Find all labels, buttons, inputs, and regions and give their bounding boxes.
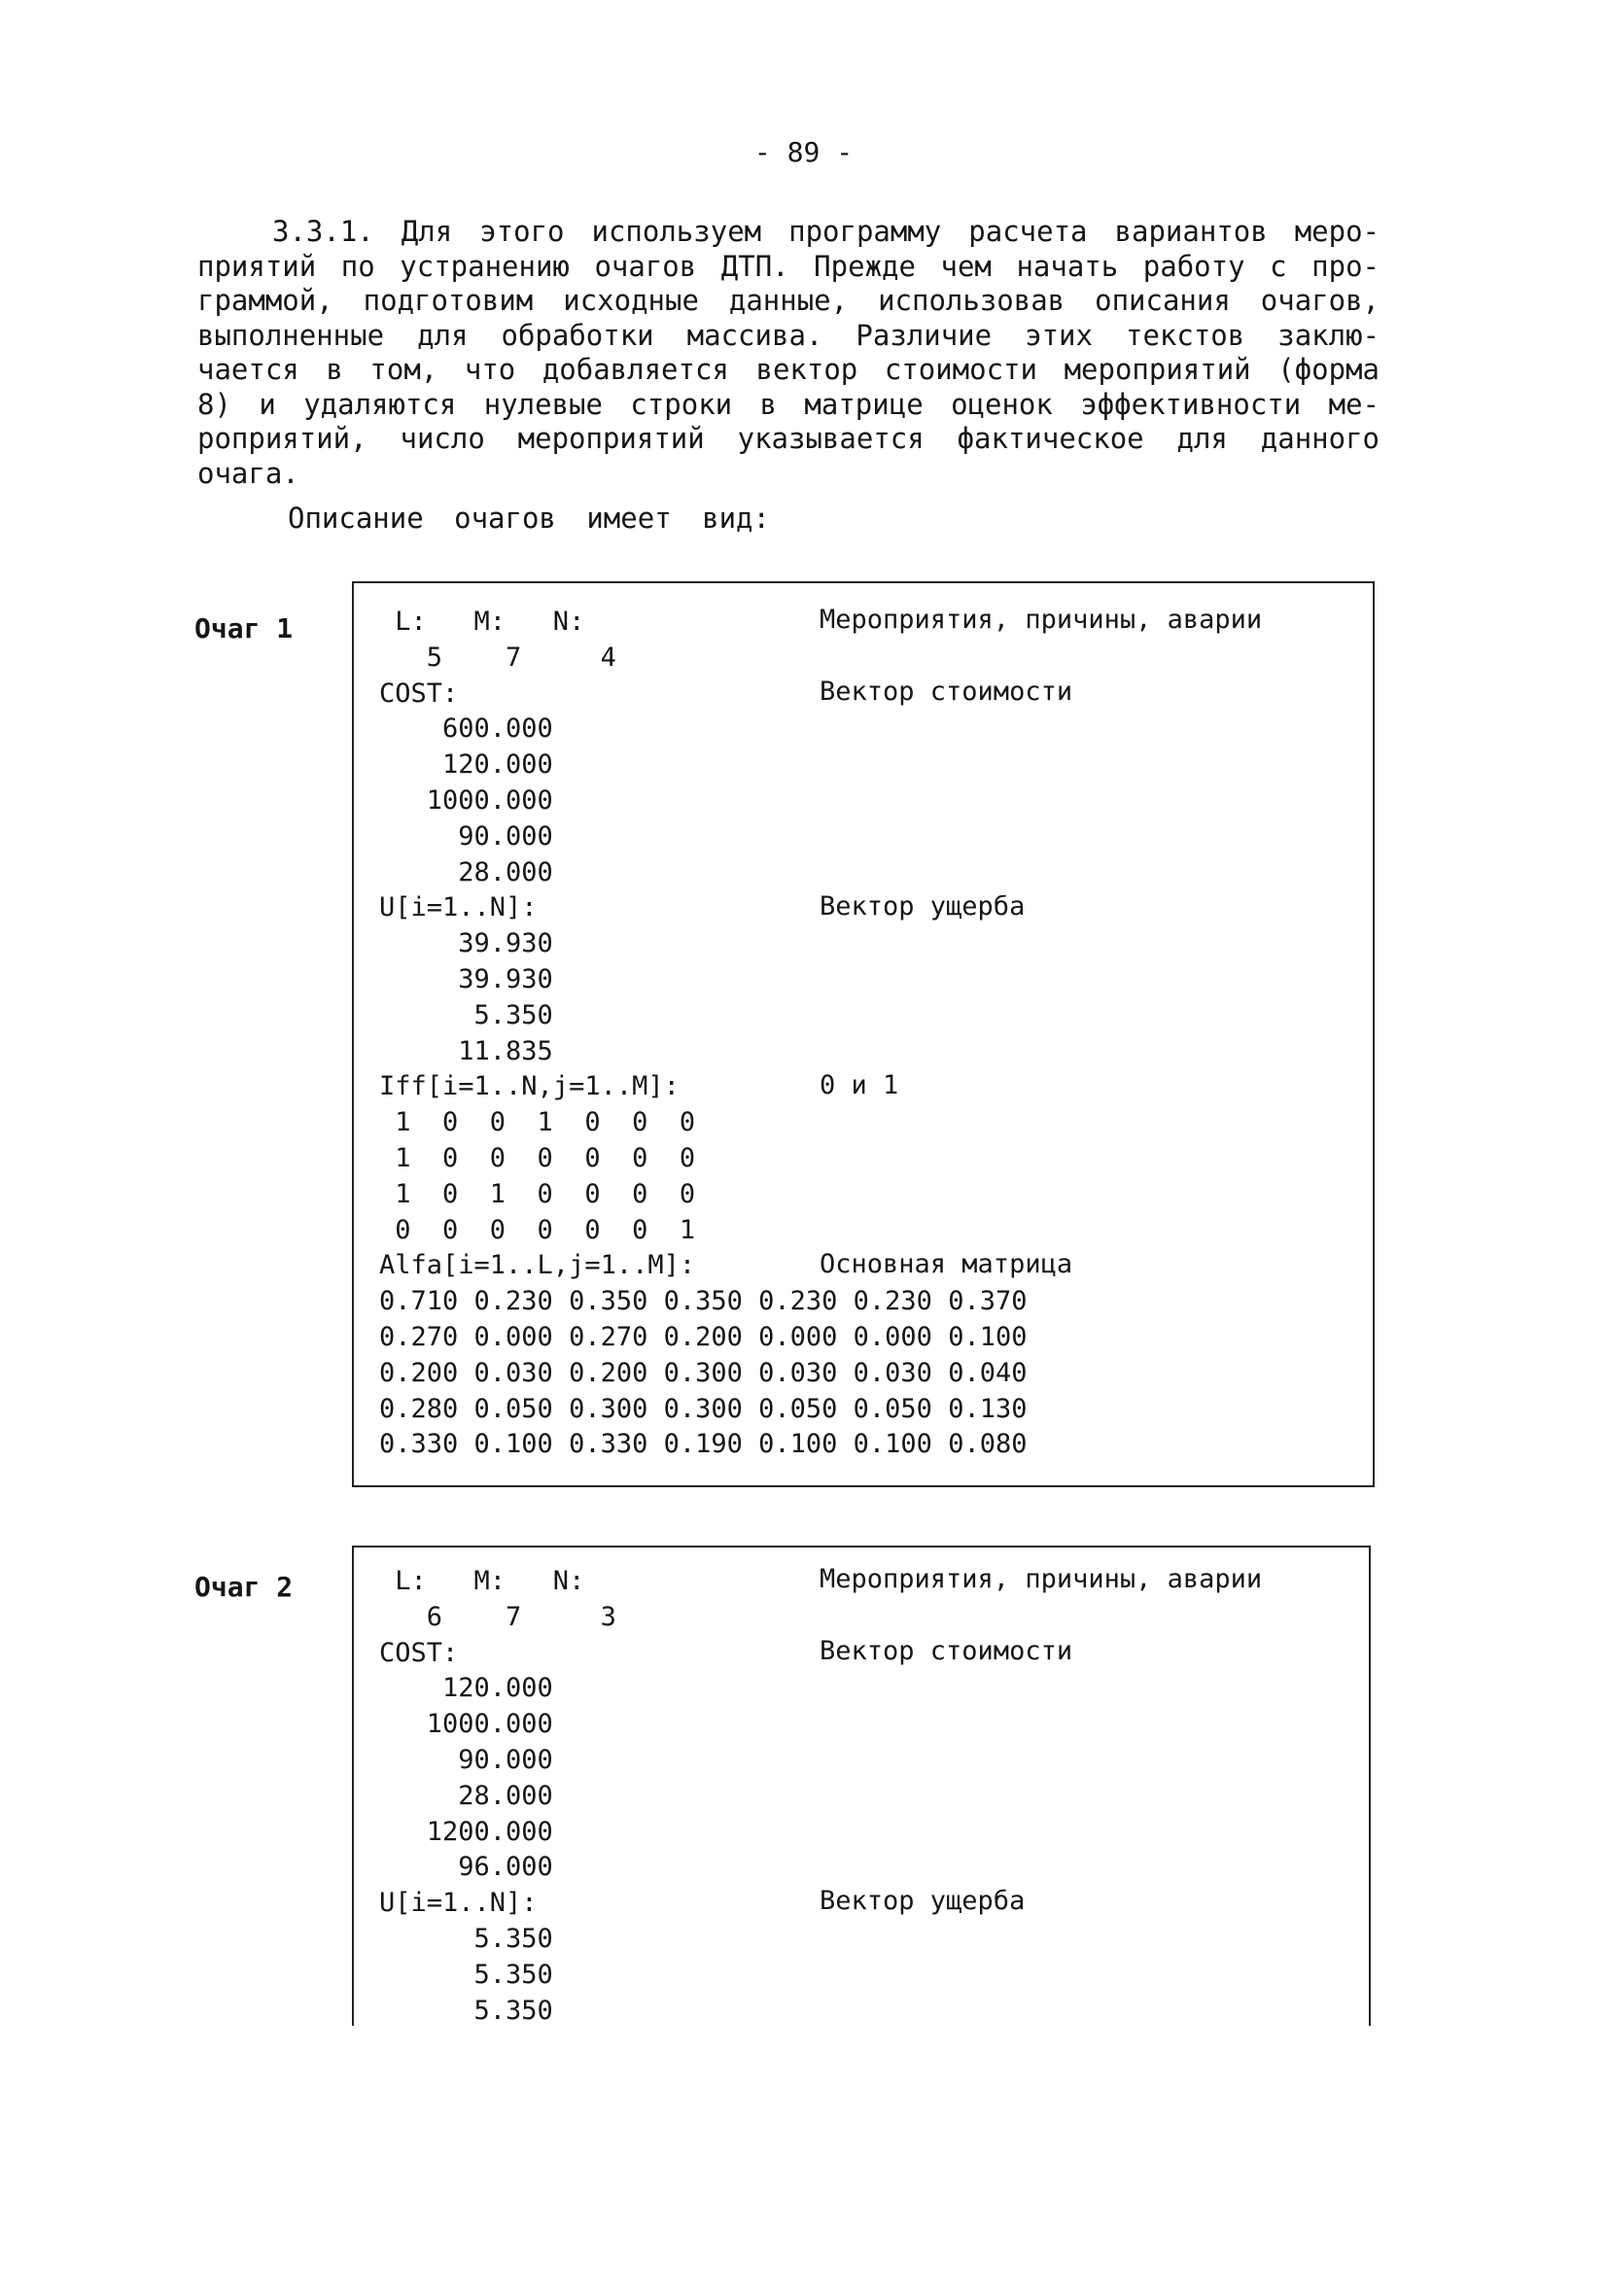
ochag-1-iff-label: 0 и 1 [820, 1070, 899, 1100]
intro-line: 8) и удаляются нулевые строки в матрице оценок эффективности ме- [197, 387, 1380, 421]
data-line: L: M: N: [379, 1566, 585, 1596]
ochag-2-lmn-label: Мероприятия, причины, аварии [820, 1564, 1263, 1594]
data-line: COST: [379, 678, 459, 709]
intro-line: роприятий, число мероприятий указывается фактическое для данного [197, 422, 1380, 455]
data-line: 0.270 0.000 0.270 0.200 0.000 0.000 0.100 [379, 1321, 1028, 1352]
ochag-description-caption: Описание очагов имеет вид: [288, 502, 770, 535]
data-line: 5.350 [379, 1995, 553, 2026]
data-line: 96.000 [379, 1852, 553, 1883]
data-line: L: M: N: [379, 607, 585, 637]
data-line: 90.000 [379, 820, 553, 852]
ochag-1-u-label: Вектор ущерба [820, 891, 1026, 922]
data-line: 120.000 [379, 749, 553, 781]
data-line: 5.350 [379, 999, 553, 1030]
intro-line: 3.3.1. Для этого используем программу расчета вариантов меро- [272, 215, 1380, 248]
data-line: 600.000 [379, 713, 553, 745]
data-line: 11.835 [379, 1035, 553, 1066]
ochag-2-cost-label: Вектор стоимости [820, 1636, 1073, 1666]
ochag-2-u-label: Вектор ущерба [820, 1886, 1026, 1916]
ochag-2-label: Очаг 2 [194, 1571, 294, 1603]
data-line: 39.930 [379, 928, 553, 959]
ochag-1-lmn-label: Мероприятия, причины, аварии [820, 605, 1263, 635]
data-line: 1 0 0 0 0 0 0 [379, 1142, 696, 1173]
ochag-1-cost-label: Вектор стоимости [820, 677, 1073, 707]
data-line: 6 7 3 [379, 1601, 616, 1632]
data-line: 0.200 0.030 0.200 0.300 0.030 0.030 0.040 [379, 1357, 1028, 1388]
ochag-1-alfa-label: Основная матрица [820, 1249, 1073, 1279]
data-line: U[i=1..N]: [379, 1888, 538, 1919]
ochag-2-data [379, 1564, 616, 2029]
intro-line: приятий по устранению очагов ДТП. Прежде чем начать работу с про- [197, 249, 1380, 283]
data-line: 1000.000 [379, 784, 553, 816]
data-line: 120.000 [379, 1673, 553, 1704]
data-line: 90.000 [379, 1744, 553, 1775]
data-line: 28.000 [379, 856, 553, 887]
data-line: 1200.000 [379, 1816, 553, 1847]
ochag-1-data [379, 605, 1027, 1463]
data-line: 0.330 0.100 0.330 0.190 0.100 0.100 0.080 [379, 1429, 1028, 1460]
data-line: 0.710 0.230 0.350 0.350 0.230 0.230 0.370 [379, 1286, 1028, 1317]
data-line: 5.350 [379, 1959, 553, 1990]
intro-line: очага. [197, 456, 299, 490]
data-line: 1 0 0 1 0 0 0 [379, 1107, 696, 1138]
data-line: 28.000 [379, 1780, 553, 1811]
intro-line: выполненные для обработки массива. Различие этих текстов заклю- [197, 318, 1380, 352]
data-line: 1 0 1 0 0 0 0 [379, 1178, 696, 1209]
data-line: Iff[i=1..N,j=1..M]: [379, 1071, 680, 1102]
intro-line: чается в том, что добавляется вектор стоимости мероприятий (форма [197, 353, 1380, 386]
data-line: 1000.000 [379, 1709, 553, 1740]
ochag-1-label: Очаг 1 [194, 612, 294, 644]
data-line: COST: [379, 1637, 459, 1668]
intro-line: граммой, подготовим исходные данные, использовав описания очагов, [197, 284, 1380, 317]
data-line: 39.930 [379, 963, 553, 994]
data-line: 0.280 0.050 0.300 0.300 0.050 0.050 0.130 [379, 1393, 1028, 1424]
data-line: 5.350 [379, 1923, 553, 1954]
data-line: 0 0 0 0 0 0 1 [379, 1214, 696, 1245]
data-line: Alfa[i=1..L,j=1..M]: [379, 1250, 696, 1281]
data-line: 5 7 4 [379, 642, 616, 673]
data-line: U[i=1..N]: [379, 892, 538, 923]
page-number: - 89 - [753, 136, 854, 168]
